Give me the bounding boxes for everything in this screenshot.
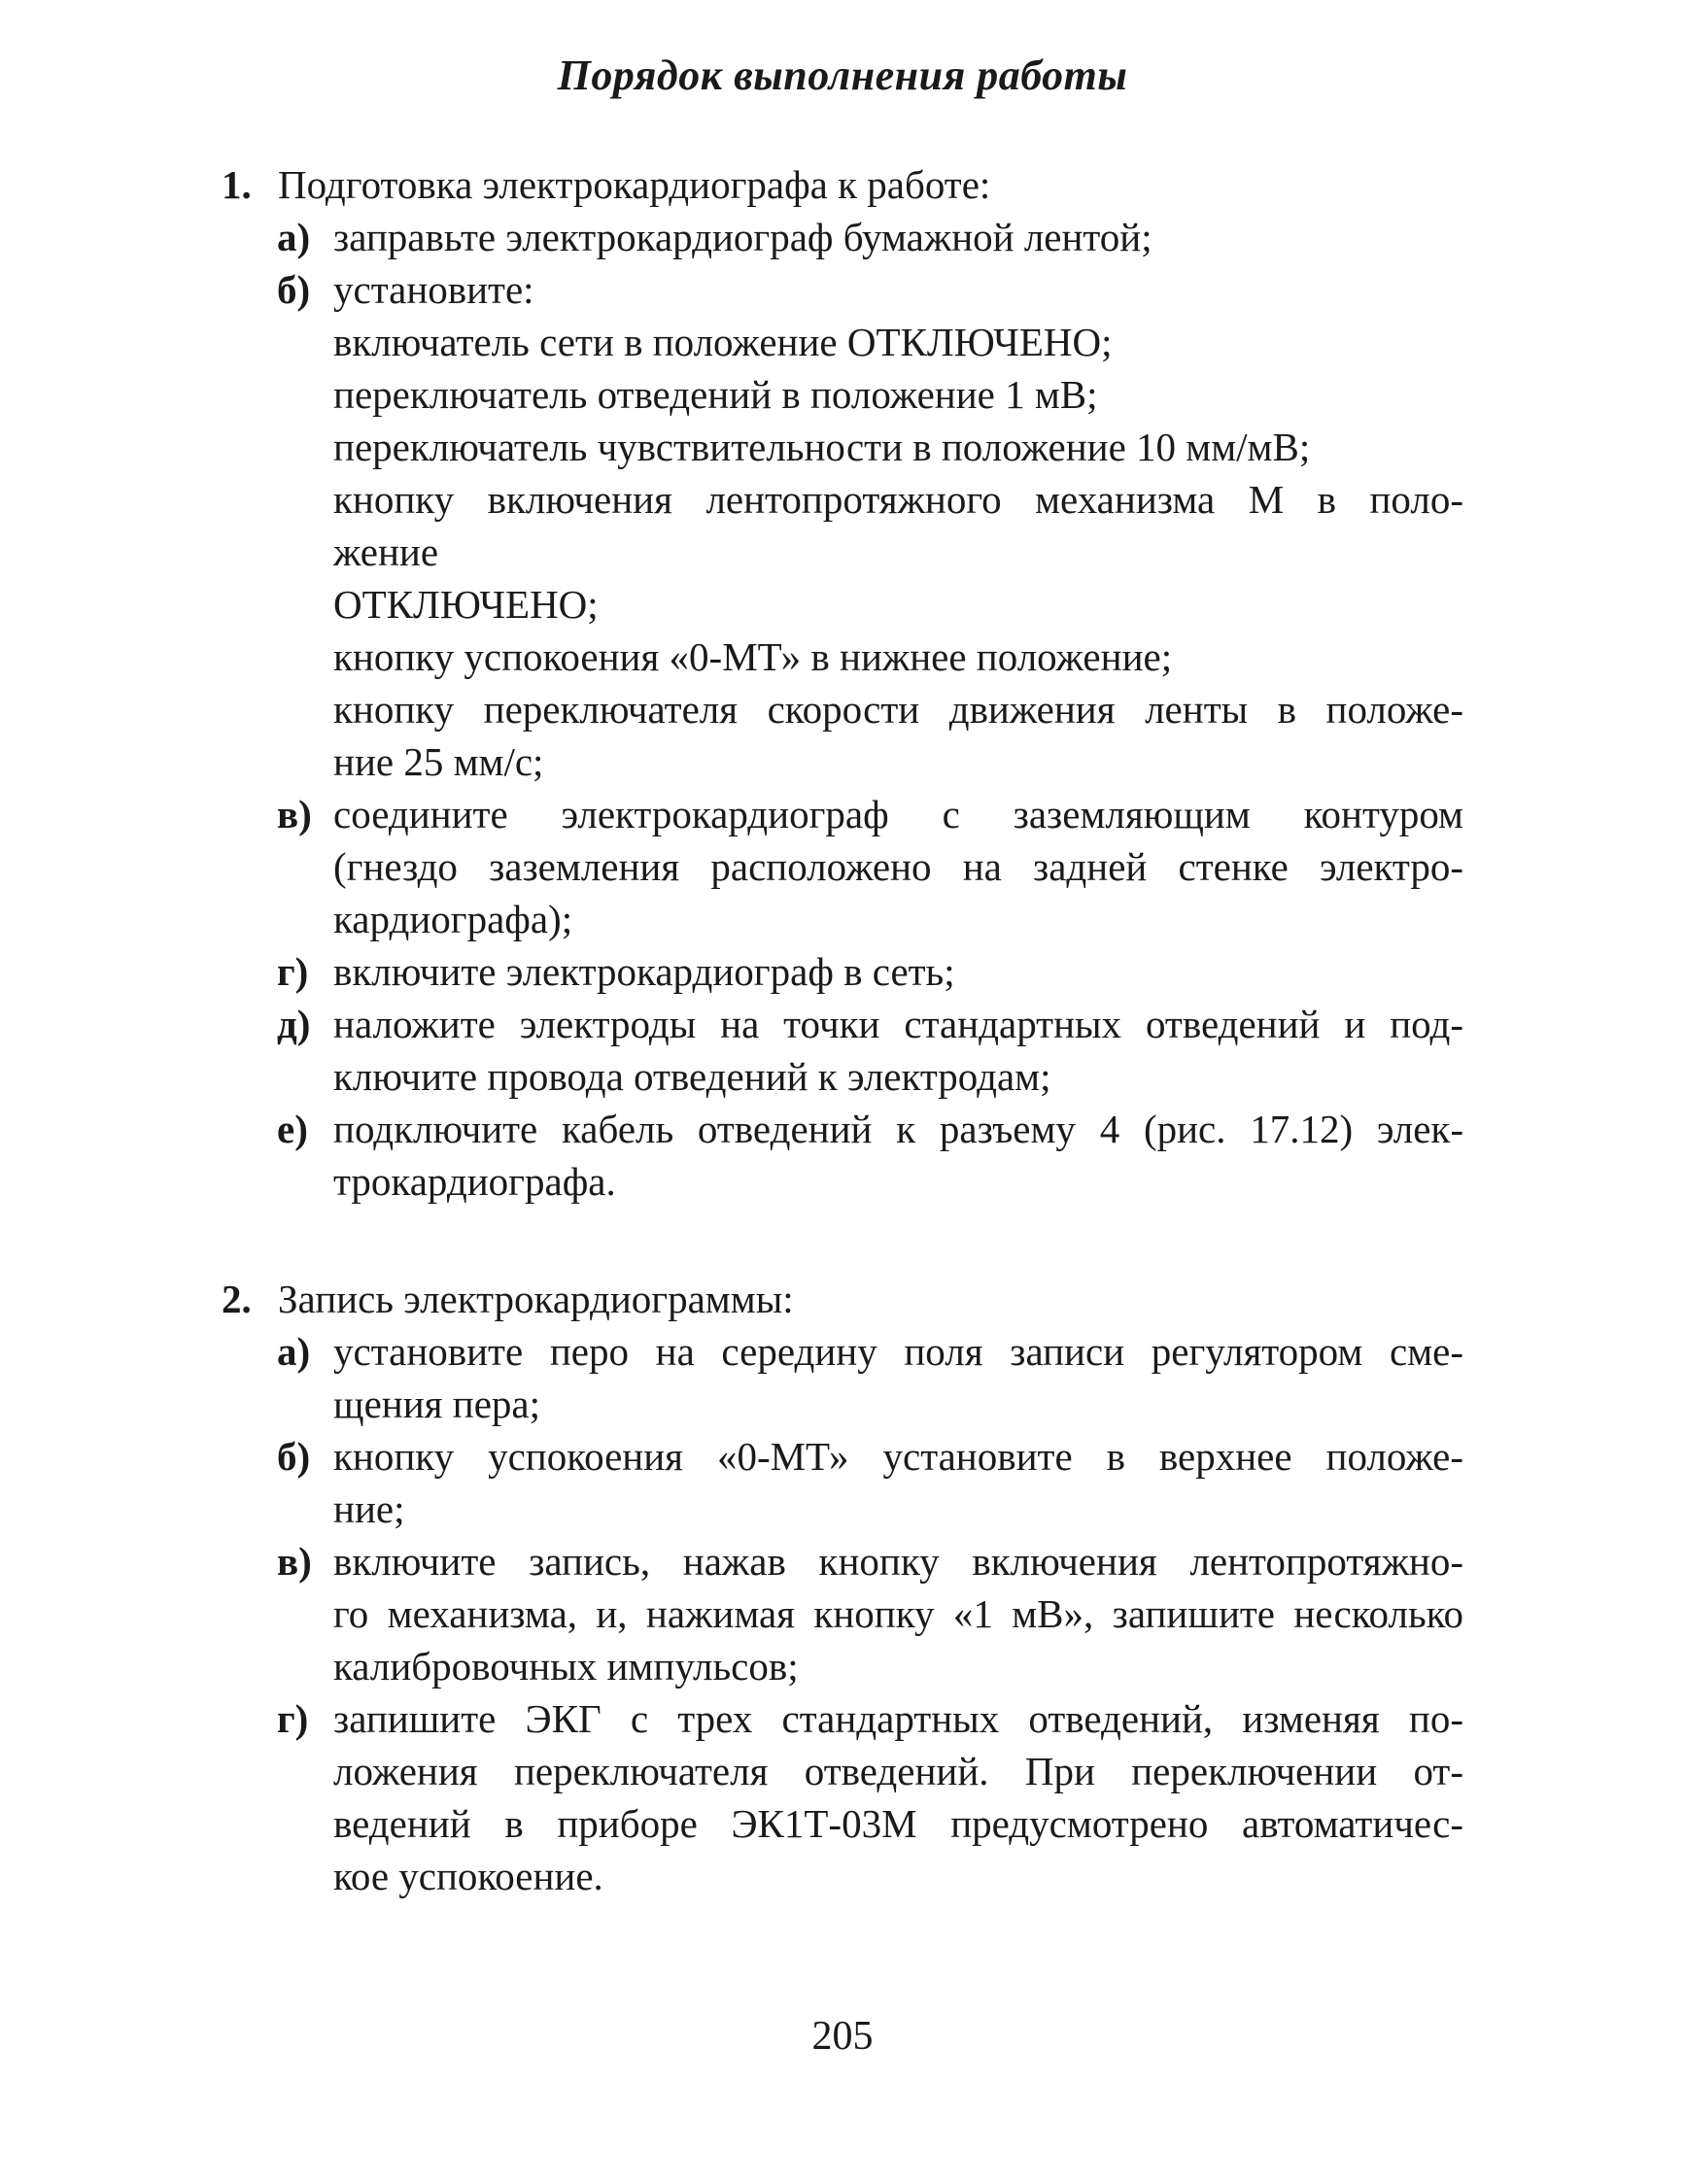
- list-item: [222, 1430, 1463, 1535]
- item-line: подключите кабель отведений к разъему 4 (рис. 17.12) элек-: [333, 1107, 1463, 1151]
- item-line: (гнездо заземления расположено на задней стенке электро-: [333, 844, 1463, 889]
- item-line: переключатель отведений в положение 1 мВ;: [333, 372, 1098, 417]
- item-marker: б): [277, 1434, 311, 1479]
- list-item: [222, 263, 1463, 788]
- item-line: кнопку успокоения «0-МТ» в нижнее положение;: [333, 634, 1173, 679]
- item-line: заправьте электрокардиограф бумажной лентой;: [333, 215, 1152, 259]
- item-line: кнопку переключателя скорости движения ленты в положе-: [333, 687, 1463, 732]
- item-line: ОТКЛЮЧЕНО;: [333, 582, 599, 627]
- item-line: переключатель чувствительности в положение 10 мм/мВ;: [333, 425, 1311, 469]
- item-line: кнопку включения лентопротяжного механизма М в поло-: [333, 477, 1463, 522]
- item-line: кое успокоение.: [333, 1854, 603, 1898]
- item-line: соедините электрокардиограф с заземляющим контуром: [333, 792, 1463, 836]
- item-line: ведений в приборе ЭК1Т-03М предусмотрено автоматичес-: [333, 1801, 1463, 1846]
- list-item: [222, 945, 1463, 998]
- item-line: ключите провода отведений к электродам;: [333, 1054, 1051, 1099]
- section-heading: [222, 1273, 1463, 1325]
- item-line: установите:: [333, 267, 534, 312]
- item-marker: е): [277, 1107, 308, 1151]
- page-number: 205: [811, 2014, 874, 2059]
- item-marker: в): [277, 1539, 312, 1584]
- list-item: [222, 1535, 1463, 1692]
- item-line: установите перо на середину поля записи регулятором сме-: [333, 1329, 1463, 1374]
- item-line: калибровочных импульсов;: [333, 1644, 799, 1689]
- section-heading-text: Подготовка электрокардиографа к работе:: [278, 162, 991, 207]
- list-item: [222, 1103, 1463, 1208]
- item-line: запишите ЭКГ с трех стандартных отведений, изменяя по-: [333, 1696, 1463, 1741]
- item-marker: г): [277, 1696, 309, 1741]
- list-item: [222, 1325, 1463, 1430]
- item-line: кнопку успокоения «0-МТ» установите в верхнее положе-: [333, 1434, 1463, 1479]
- section-heading: [222, 158, 1463, 211]
- item-line: наложите электроды на точки стандартных отведений и под-: [333, 1002, 1463, 1046]
- section-number: 1.: [222, 162, 252, 207]
- item-line: жение: [333, 529, 439, 574]
- item-line: го механизма, и, нажимая кнопку «1 мВ», запишите несколько: [333, 1591, 1463, 1636]
- item-line: включатель сети в положение ОТКЛЮЧЕНО;: [333, 320, 1113, 364]
- item-marker: б): [277, 267, 311, 312]
- list-item: [222, 1692, 1463, 1902]
- item-line: ние;: [333, 1486, 405, 1531]
- item-line: щения пера;: [333, 1382, 540, 1426]
- section-heading-text: Запись электрокардиограммы:: [278, 1277, 794, 1321]
- item-marker: а): [277, 215, 311, 259]
- list-item: [222, 211, 1463, 263]
- item-line: включите электрокардиограф в сеть;: [333, 949, 955, 994]
- list-item: [222, 998, 1463, 1103]
- item-marker: г): [277, 949, 309, 994]
- section-preparation: [222, 158, 1463, 1208]
- item-marker: д): [277, 1002, 311, 1046]
- item-marker: а): [277, 1329, 311, 1374]
- item-line: кардиографа);: [333, 897, 573, 941]
- section-recording: [222, 1273, 1463, 1902]
- section-number: 2.: [222, 1277, 252, 1321]
- page-title: Порядок выполнения работы: [557, 51, 1128, 99]
- item-marker: в): [277, 792, 312, 836]
- item-line: трокардиографа.: [333, 1159, 616, 1204]
- list-item: [222, 788, 1463, 945]
- item-line: ложения переключателя отведений. При переключении от-: [333, 1749, 1463, 1793]
- item-line: ние 25 мм/с;: [333, 739, 544, 784]
- item-line: включите запись, нажав кнопку включения лентопротяжно-: [333, 1539, 1463, 1584]
